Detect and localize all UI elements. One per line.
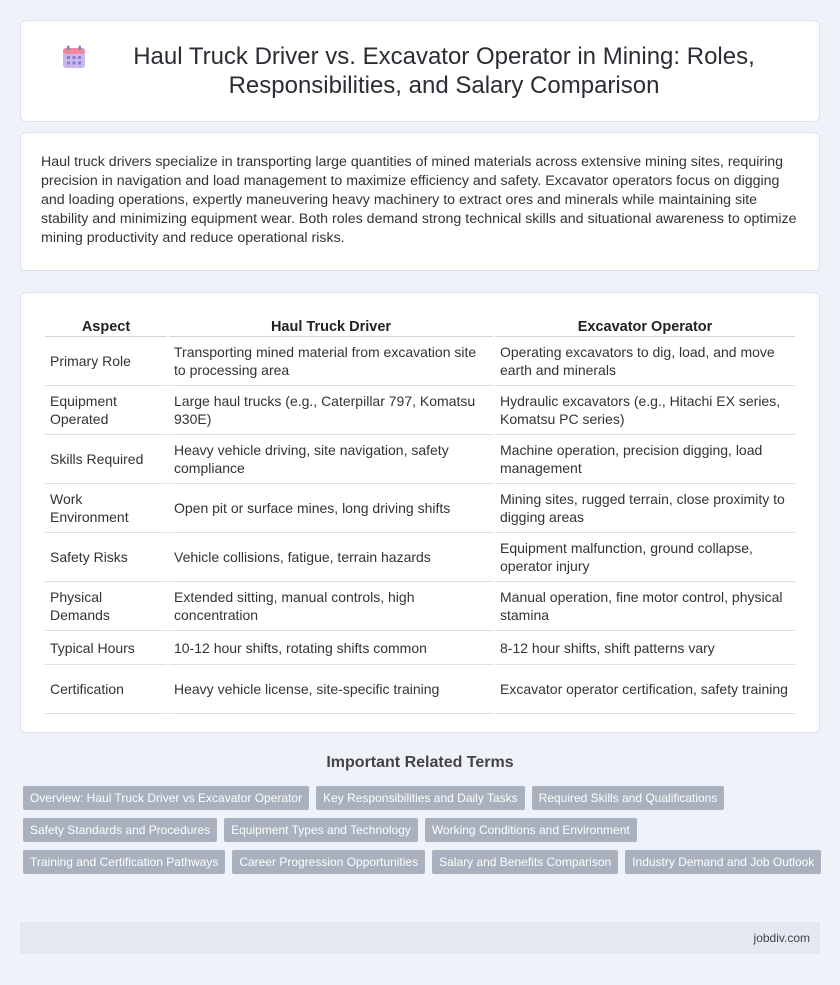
row-excavator-value: Excavator operator certification, safety training: [495, 665, 795, 714]
table-row: [45, 484, 795, 533]
tag-link[interactable]: Career Progression Opportunities: [232, 850, 425, 874]
tag-link[interactable]: Equipment Types and Technology: [224, 818, 418, 842]
tag-link[interactable]: Safety Standards and Procedures: [23, 818, 217, 842]
tag-link[interactable]: Required Skills and Qualifications: [532, 786, 725, 810]
table-row: [45, 582, 795, 631]
header-haul-truck-driver: Haul Truck Driver: [169, 315, 493, 337]
row-haul-truck-value: Open pit or surface mines, long driving shifts: [169, 484, 493, 533]
row-aspect: Primary Role: [45, 337, 167, 386]
tag-link[interactable]: Training and Certification Pathways: [23, 850, 225, 874]
header-excavator-operator: Excavator Operator: [495, 315, 795, 337]
row-excavator-value: Mining sites, rugged terrain, close proximity to digging areas: [495, 484, 795, 533]
row-aspect: Physical Demands: [45, 582, 167, 631]
intro-card: [20, 132, 820, 271]
tag-link[interactable]: Industry Demand and Job Outlook: [625, 850, 821, 874]
row-excavator-value: Hydraulic excavators (e.g., Hitachi EX series, Komatsu PC series): [495, 386, 795, 435]
tag-link[interactable]: Salary and Benefits Comparison: [432, 850, 618, 874]
comparison-table-card: [20, 292, 820, 733]
table-header-row: [45, 315, 795, 337]
row-haul-truck-value: Heavy vehicle driving, site navigation, safety compliance: [169, 435, 493, 484]
row-haul-truck-value: 10-12 hour shifts, rotating shifts common: [169, 631, 493, 665]
table-row: [45, 631, 795, 665]
table-row: [45, 386, 795, 435]
comparison-table: [43, 315, 797, 714]
row-haul-truck-value: Extended sitting, manual controls, high concentration: [169, 582, 493, 631]
row-excavator-value: Manual operation, fine motor control, physical stamina: [495, 582, 795, 631]
tag-link[interactable]: Key Responsibilities and Daily Tasks: [316, 786, 525, 810]
tag-link[interactable]: Overview: Haul Truck Driver vs Excavator Operator: [23, 786, 309, 810]
row-haul-truck-value: Vehicle collisions, fatigue, terrain hazards: [169, 533, 493, 582]
header-aspect: Aspect: [45, 315, 167, 337]
table-row: [45, 533, 795, 582]
related-terms-title: Important Related Terms: [326, 754, 514, 771]
row-excavator-value: 8-12 hour shifts, shift patterns vary: [495, 631, 795, 665]
row-haul-truck-value: Transporting mined material from excavation site to processing area: [169, 337, 493, 386]
row-aspect: Equipment Operated: [45, 386, 167, 435]
row-excavator-value: Operating excavators to dig, load, and move earth and minerals: [495, 337, 795, 386]
row-aspect: Typical Hours: [45, 631, 167, 665]
row-aspect: Work Environment: [45, 484, 167, 533]
row-aspect: Safety Risks: [45, 533, 167, 582]
table-row: [45, 665, 795, 714]
footer-site-link[interactable]: jobdiv.com: [753, 931, 810, 945]
row-excavator-value: Equipment malfunction, ground collapse, operator injury: [495, 533, 795, 582]
calendar-icon: [61, 44, 87, 70]
row-aspect: Certification: [45, 665, 167, 714]
table-row: [45, 337, 795, 386]
intro-paragraph: Haul truck drivers specialize in transporting large quantities of mined materials across extensive mining sites, requiring precision in navigation and load management to maximize efficiency and safety. Excavator operators focus on digging and loading operations, expertly maneuvering heavy machinery to extract ores and minerals while maintaining site stability and minimizing equipment wear. Both roles demand strong technical skills and situational awareness to optimize mining productivity and reduce operational risks.: [41, 154, 797, 246]
row-aspect: Skills Required: [45, 435, 167, 484]
row-haul-truck-value: Large haul trucks (e.g., Caterpillar 797, Komatsu 930E): [169, 386, 493, 435]
table-row: [45, 435, 795, 484]
footer: [20, 922, 820, 954]
page-title: Haul Truck Driver vs. Excavator Operator in Mining: Roles, Responsibilities, and Salary Comparison: [133, 43, 755, 99]
row-excavator-value: Machine operation, precision digging, load management: [495, 435, 795, 484]
row-haul-truck-value: Heavy vehicle license, site-specific training: [169, 665, 493, 714]
tag-link[interactable]: Working Conditions and Environment: [425, 818, 637, 842]
header-card: [20, 20, 820, 122]
related-terms-tags: [23, 786, 823, 874]
